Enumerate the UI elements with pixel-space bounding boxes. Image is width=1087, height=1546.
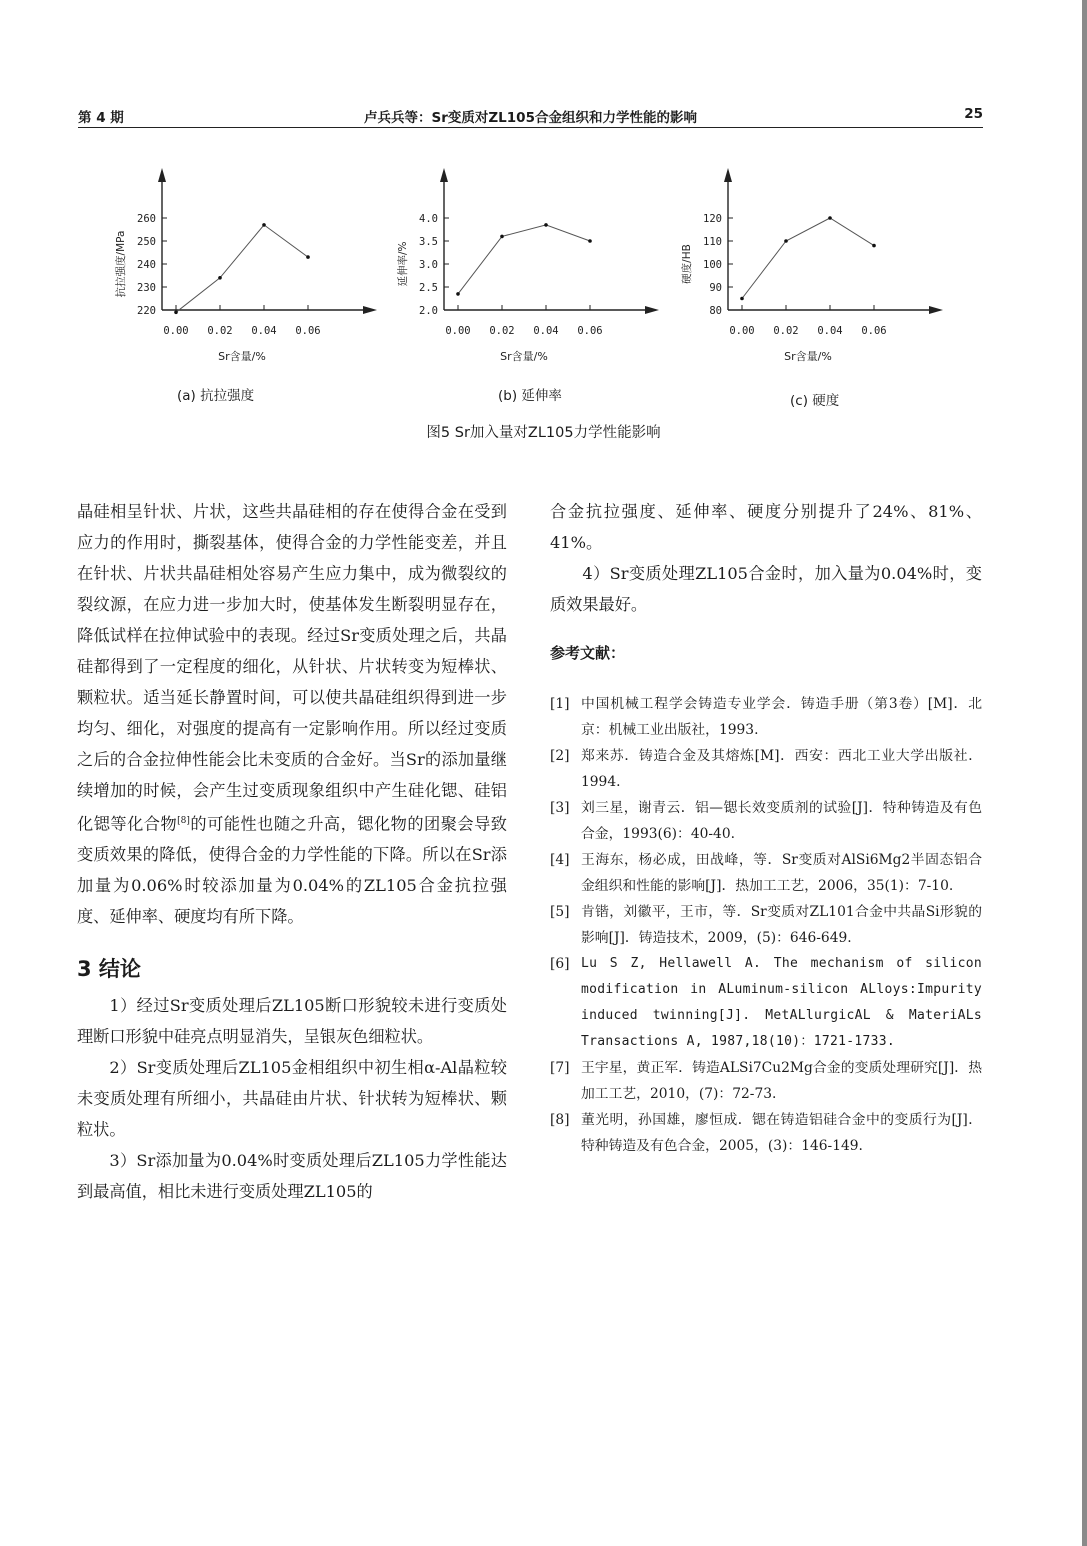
y-axis-label: 抗拉强度/MPa — [115, 230, 127, 298]
subcaption-c: (c) 硬度 — [790, 393, 840, 409]
data-point — [174, 311, 178, 315]
reference-number: [3] — [550, 800, 570, 816]
y-axis-label: 硬度/HB — [681, 244, 693, 284]
reference-number: [2] — [550, 748, 570, 764]
y-tick-label: 80 — [709, 305, 722, 317]
y-tick-label: 90 — [709, 282, 722, 294]
body-paragraph — [77, 496, 507, 932]
y-axis-arrow — [724, 168, 732, 182]
paragraph-text: 晶硅相呈针状、片状，这些共晶硅相的存在使得合金在受到应力的作用时，撕裂基体，使得合金的力学性能变差，并且在针状、片状共晶硅相处容易产生应力集中，成为微裂纹的裂纹源，在应力进一步加大时，使基体发生断裂明显存在，降低试样在拉伸试验中的表现。经过Sr变质处理之后，共晶硅都得到了一定程度的细化，从针状、片状转变为短棒状、颗粒状。适当延长静置时间，可以使共晶硅组织得到进一步均匀、细化，对强度的提高有一定影响作用。所以经过变质之后的合金拉伸性能会比未变质的合金好。当Sr的添加量继续增加的时候，会产生过变质现象组织中产生硅化锶、硅铝化锶等化合物 — [77, 502, 507, 834]
series-line — [742, 218, 874, 299]
conclusion-item: 2）Sr变质处理后ZL105金相组织中初生相α-Al晶粒较未变质处理有所细小，共晶硅由片状、针状转为短棒状、颗粒状。 — [77, 1058, 507, 1140]
y-axis-label: 延伸率/% — [397, 241, 409, 287]
y-tick-label: 220 — [137, 305, 156, 317]
y-tick-label: 4.0 — [419, 213, 438, 225]
issue-number: 第 4 期 — [78, 110, 124, 126]
reference-item — [550, 1055, 982, 1107]
x-axis-arrow — [929, 306, 943, 314]
y-tick-label: 3.5 — [419, 236, 438, 248]
x-axis-label: Sr含量/% — [784, 350, 832, 363]
references-title: 参考文献： — [550, 644, 626, 662]
reference-text: 董光明，孙国雄，廖恒成．锶在铸造铝硅合金中的变质行为[J]．特种铸造及有色合金，2005，(3)：146-149. — [581, 1112, 982, 1154]
conclusion-continuation: 合金抗拉强度、延伸率、硬度分别提升了24%、81%、41%。 — [550, 502, 982, 552]
y-axis-arrow — [158, 168, 166, 182]
reference-item — [550, 899, 982, 951]
chart-c-svg — [666, 160, 956, 375]
data-point — [784, 239, 788, 243]
reference-item — [550, 795, 982, 847]
data-point — [544, 223, 548, 227]
x-tick-label: 0.04 — [533, 325, 559, 337]
data-point — [500, 235, 504, 239]
page-edge — [1082, 0, 1087, 1546]
chart-b-svg — [382, 160, 672, 375]
section-title: 3 结论 — [77, 957, 141, 982]
data-point — [872, 244, 876, 248]
right-column — [550, 496, 982, 1159]
data-point — [740, 297, 744, 301]
x-tick-label: 0.00 — [445, 325, 471, 337]
data-point — [262, 223, 266, 227]
citation-ref: [8] — [177, 816, 190, 826]
y-tick-label: 230 — [137, 282, 156, 294]
reference-item — [550, 1107, 982, 1159]
x-tick-label: 0.02 — [489, 325, 515, 337]
conclusion-item: 4）Sr变质处理ZL105合金时，加入量为0.04%时，变质效果最好。 — [550, 564, 982, 614]
y-tick-label: 240 — [137, 259, 156, 271]
y-axis-arrow — [440, 168, 448, 182]
reference-text: 王宇星，黄正军．铸造ALSi7Cu2Mg合金的变质处理研究[J]．热加工工艺，2010，(7)：72-73. — [581, 1060, 982, 1102]
chart-elongation — [382, 160, 672, 410]
reference-item — [550, 743, 982, 795]
x-tick-label: 0.02 — [773, 325, 799, 337]
x-tick-label: 0.04 — [817, 325, 843, 337]
reference-number: [8] — [550, 1112, 570, 1128]
reference-text: 刘三星，谢青云．铝—锶长效变质剂的试验[J]．特种铸造及有色合金，1993(6)：40-40. — [581, 800, 982, 842]
x-axis-label: Sr含量/% — [500, 350, 548, 363]
x-axis-arrow — [363, 306, 377, 314]
x-tick-label: 0.00 — [729, 325, 755, 337]
conclusion-item: 1）经过Sr变质处理后ZL105断口形貌较未进行变质处理断口形貌中硅亮点明显消失，呈银灰色细粒状。 — [77, 996, 507, 1047]
reference-text: Lu S Z, Hellawell A. The mechanism of silicon modification in ALuminum-silicon ALloys:Impurity induced twinning[J]. MetALlurgicAL & MateriALs Transactions A, 1987,18(10)：1721-1733. — [581, 956, 982, 1049]
reference-text: 郑来苏．铸造合金及其熔炼[M]．西安：西北工业大学出版社．1994. — [581, 748, 982, 790]
data-point — [306, 255, 310, 259]
running-title: 卢兵兵等：Sr变质对ZL105合金组织和力学性能的影响 — [364, 110, 697, 126]
reference-number: [6] — [550, 956, 570, 972]
y-tick-label: 3.0 — [419, 259, 438, 271]
x-tick-label: 0.06 — [577, 325, 603, 337]
reference-text: 中国机械工程学会铸造专业学会．铸造手册（第3卷）[M]．北京：机械工业出版社，1993. — [581, 696, 982, 738]
paragraph-text-end: 的可能性也随之升高，锶化物的团聚会导致变质效果的降低，使得合金的力学性能的下降。所以在Sr添加量为0.06%时较添加量为0.04%的ZL105合金抗拉强度、延伸率、硬度均有所下降。 — [77, 814, 507, 927]
reference-item — [550, 691, 982, 743]
series-line — [458, 225, 590, 294]
left-column — [77, 496, 507, 1207]
page-number: 25 — [964, 106, 983, 122]
header-rule — [78, 127, 983, 128]
x-tick-label: 0.06 — [861, 325, 887, 337]
reference-list — [550, 691, 982, 1159]
y-tick-label: 120 — [703, 213, 722, 225]
reference-item — [550, 951, 982, 1055]
figure-caption: 图5 Sr加入量对ZL105力学性能影响 — [426, 425, 661, 441]
y-tick-label: 260 — [137, 213, 156, 225]
y-tick-label: 2.0 — [419, 305, 438, 317]
reference-text: 王海东，杨必成，田战峰，等．Sr变质对AlSi6Mg2半固态铝合金组织和性能的影响[J]．热加工工艺，2006，35(1)：7-10. — [581, 852, 982, 894]
chart-a-svg — [100, 160, 360, 375]
data-point — [218, 276, 222, 280]
x-tick-label: 0.02 — [207, 325, 233, 337]
y-tick-label: 2.5 — [419, 282, 438, 294]
reference-number: [1] — [550, 696, 570, 712]
x-axis-label: Sr含量/% — [218, 350, 266, 363]
data-point — [456, 292, 460, 296]
reference-number: [4] — [550, 852, 570, 868]
y-tick-label: 100 — [703, 259, 722, 271]
conclusion-item: 3）Sr添加量为0.04%时变质处理后ZL105力学性能达到最高值，相比未进行变质处理ZL105的 — [77, 1151, 507, 1202]
x-tick-label: 0.00 — [163, 325, 189, 337]
x-tick-label: 0.06 — [295, 325, 321, 337]
reference-number: [7] — [550, 1060, 570, 1076]
reference-text: 肯锴，刘徽平，王市，等．Sr变质对ZL101合金中共晶Si形貌的影响[J]．铸造技术，2009，(5)：646-649. — [581, 904, 982, 946]
data-point — [588, 239, 592, 243]
x-axis-arrow — [645, 306, 659, 314]
y-tick-label: 110 — [703, 236, 722, 248]
chart-hardness — [666, 160, 956, 410]
y-tick-label: 250 — [137, 236, 156, 248]
reference-number: [5] — [550, 904, 570, 920]
x-tick-label: 0.04 — [251, 325, 277, 337]
data-point — [828, 216, 832, 220]
subcaption-b: (b) 延伸率 — [498, 388, 562, 404]
chart-tensile-strength — [100, 160, 360, 410]
running-header — [78, 104, 983, 126]
subcaption-a: (a) 抗拉强度 — [177, 388, 255, 404]
series-line — [176, 225, 308, 312]
reference-item — [550, 847, 982, 899]
